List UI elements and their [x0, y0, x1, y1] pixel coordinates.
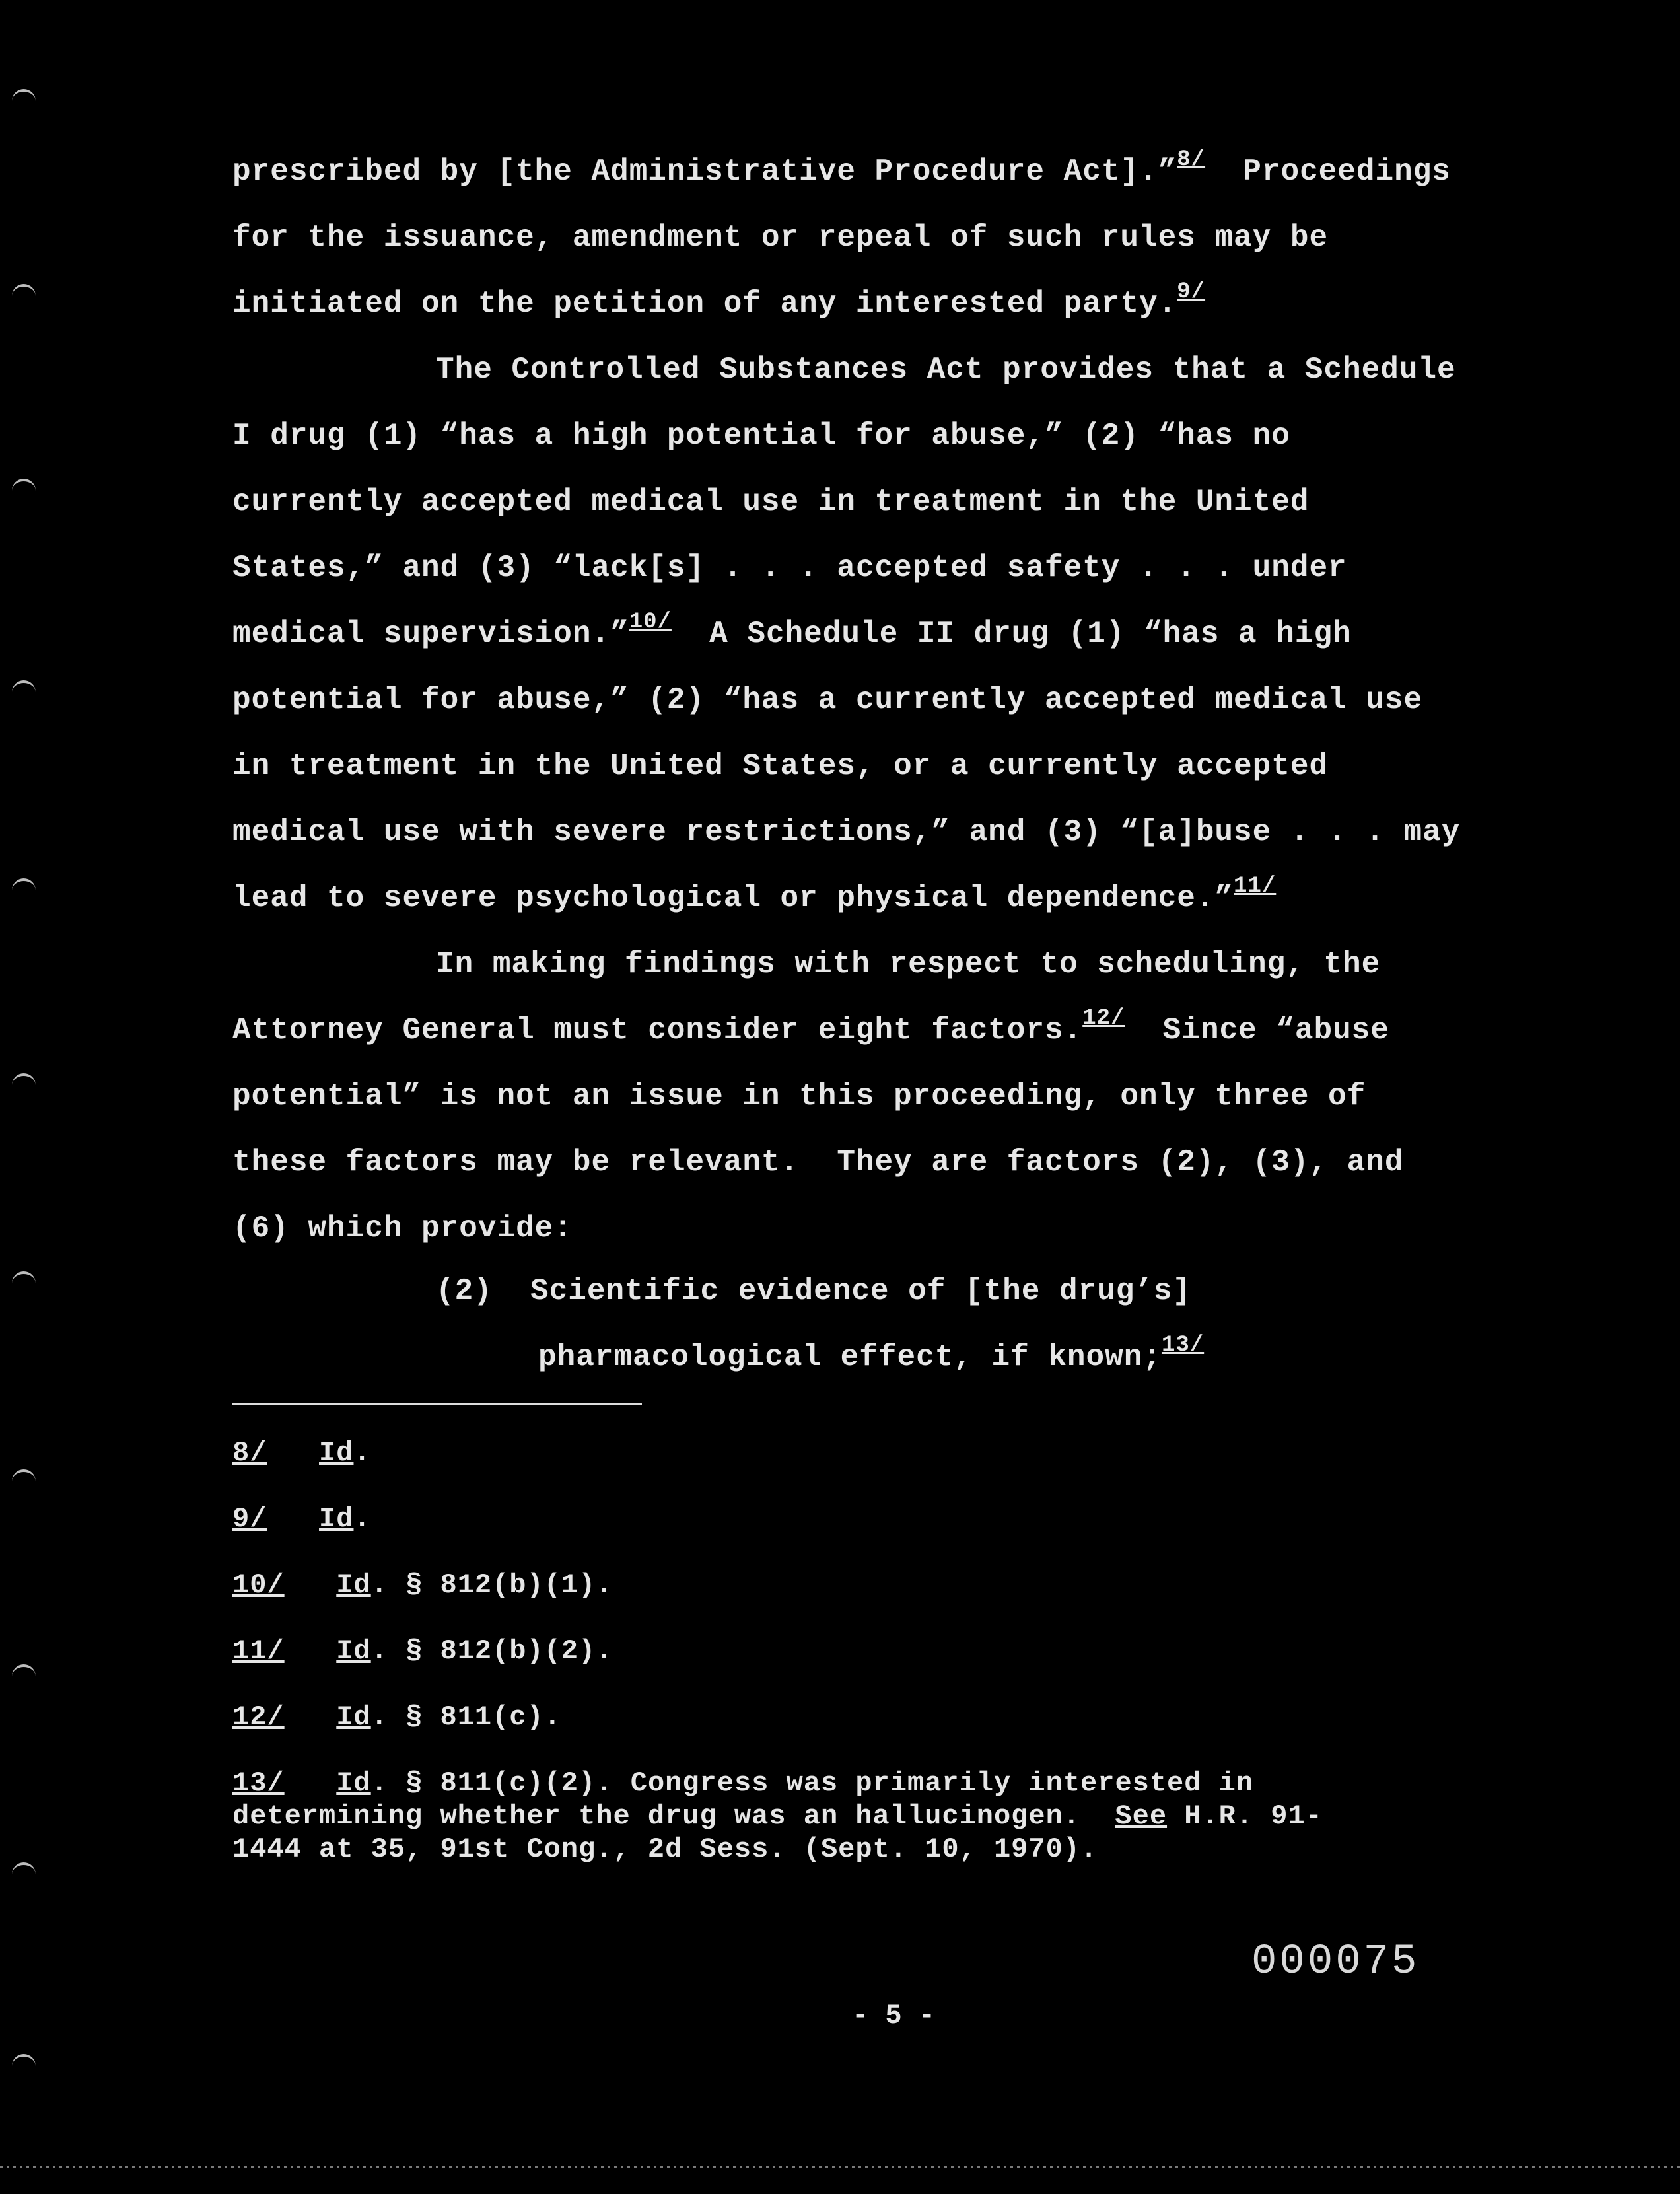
body-text-segment: for the issuance, amendment or repeal of such rules may be [232, 221, 1329, 255]
footnote-text: . § 811(c)(2). Congress was primarily interested in [370, 1767, 1254, 1799]
footnote-text: . § 812(b)(2). [370, 1635, 613, 1667]
body-text-segment: these factors may be relevant. They are factors (2), (3), and [232, 1145, 1404, 1180]
scan-artifact [12, 1271, 36, 1287]
body-text-segment: lead to severe psychological or physical dependence.” [232, 881, 1234, 915]
footnote-number: 10/ [232, 1569, 285, 1601]
scan-artifact [12, 479, 36, 495]
body-text-segment: (6) which provide: [232, 1211, 573, 1246]
footnote-text: . § 811(c). [370, 1701, 561, 1733]
body-line [232, 746, 1328, 786]
body-text-segment: prescribed by [the Administrative Procedure Act].” [232, 155, 1177, 189]
footnote-number: 11/ [232, 1635, 285, 1667]
page-number: - 5 - [852, 2000, 936, 2032]
scan-artifact [12, 1664, 36, 1680]
body-line [232, 279, 1206, 324]
body-line [232, 1077, 1366, 1116]
footnote-text: H.R. 91- [1167, 1800, 1323, 1832]
body-line [232, 147, 1451, 192]
footnote-separator [232, 1403, 642, 1405]
body-line [232, 416, 1290, 456]
footnote-citation: Id [336, 1701, 371, 1733]
scan-artifact [12, 1073, 36, 1089]
footnote-citation: Id [336, 1767, 371, 1799]
footnote [232, 1503, 371, 1536]
footnote-ref: 9/ [1177, 279, 1206, 304]
footnote [232, 1635, 613, 1668]
footnote-text: . [353, 1503, 371, 1535]
body-text-segment: The Controlled Substances Act provides that a Schedule [436, 353, 1456, 387]
body-text-segment: In making findings with respect to scheduling, the [436, 947, 1381, 981]
footnote-text: . [353, 1437, 371, 1469]
footnote-citation: Id [336, 1635, 371, 1667]
footnote-citation: Id [336, 1569, 371, 1601]
scan-artifact [12, 2054, 36, 2070]
body-text-segment: potential for abuse,” (2) “has a currently accepted medical use [232, 683, 1423, 717]
spacer [285, 1767, 337, 1799]
footnote-text: 1444 at 35, 91st Cong., 2d Sess. (Sept. 10, 1970). [232, 1833, 1098, 1865]
body-line [232, 874, 1277, 918]
bates-stamp: 000075 [1251, 1938, 1420, 1986]
body-text-segment: initiated on the petition of any interested party. [232, 287, 1177, 321]
scan-artifact [12, 89, 36, 105]
quote-text-1: Scientific evidence of [the drug’s] [530, 1274, 1192, 1308]
footnote-13-line-3 [232, 1833, 1098, 1866]
body-text-segment: Since “abuse [1125, 1013, 1389, 1047]
body-text-segment: currently accepted medical use in treatment in the United [232, 485, 1310, 519]
footnote-number: 13/ [232, 1767, 285, 1799]
body-line [436, 350, 1456, 390]
body-text-segment: in treatment in the United States, or a currently accepted [232, 749, 1329, 783]
scan-edge [0, 2166, 1680, 2168]
body-line [232, 610, 1352, 654]
footnote-citation: Id [319, 1503, 354, 1535]
spacer [285, 1635, 337, 1667]
scan-artifact [12, 680, 36, 696]
quote-text-2: pharmacological effect, if known; [538, 1340, 1162, 1374]
quote-number: (2) [436, 1274, 493, 1308]
spacer [267, 1503, 319, 1535]
footnote-number: 8/ [232, 1437, 267, 1469]
body-line [232, 812, 1460, 852]
scan-artifact [12, 878, 36, 894]
body-text-segment: potential” is not an issue in this proceeding, only three of [232, 1079, 1366, 1114]
body-line [232, 1209, 573, 1248]
footnote-ref: 8/ [1177, 147, 1206, 172]
footnote-13-line-2 [232, 1800, 1323, 1833]
quote-line-2 [538, 1333, 1205, 1377]
footnote-ref: 13/ [1161, 1333, 1205, 1358]
scan-artifact [12, 284, 36, 300]
footnote-citation: Id [319, 1437, 354, 1469]
quote-line-1 [436, 1271, 1191, 1311]
scan-artifact [12, 1469, 36, 1485]
footnote [232, 1436, 371, 1469]
spacer [267, 1437, 319, 1469]
citation-signal: See [1115, 1800, 1168, 1832]
body-line [232, 482, 1309, 522]
body-text-segment: medical supervision.” [232, 617, 629, 651]
body-text-segment: A Schedule II drug (1) “has a high [671, 617, 1352, 651]
scan-artifact [12, 1862, 36, 1878]
footnote-text: . § 812(b)(1). [370, 1569, 613, 1601]
spacer [285, 1701, 337, 1733]
body-line [232, 680, 1422, 720]
footnote-ref: 11/ [1234, 874, 1277, 899]
body-line [436, 944, 1380, 984]
footnote-number: 9/ [232, 1503, 267, 1535]
body-text-segment: Proceedings [1205, 155, 1451, 189]
body-line [232, 548, 1347, 588]
body-line [232, 1006, 1389, 1050]
body-text-segment: I drug (1) “has a high potential for abuse,” (2) “has no [232, 419, 1290, 453]
body-line [232, 218, 1328, 258]
footnote-ref: 12/ [1082, 1006, 1125, 1031]
body-text-segment: medical use with severe restrictions,” and (3) “[a]buse . . . may [232, 815, 1461, 849]
footnote-text: determining whether the drug was an hallucinogen. [232, 1800, 1115, 1832]
footnote [232, 1701, 561, 1734]
footnote-number: 12/ [232, 1701, 285, 1733]
body-text-segment: Attorney General must consider eight factors. [232, 1013, 1083, 1047]
footnote [232, 1569, 613, 1602]
footnote-ref: 10/ [629, 610, 672, 635]
body-line [232, 1143, 1403, 1182]
footnote [232, 1767, 1253, 1800]
body-text-segment: States,” and (3) “lack[s] . . . accepted safety . . . under [232, 551, 1347, 585]
spacer [285, 1569, 337, 1601]
